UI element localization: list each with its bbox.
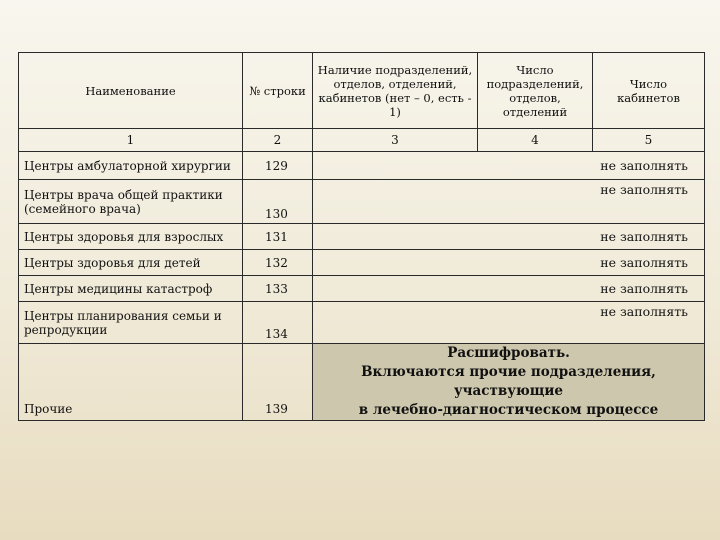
- row-name: Центры медицины катастроф: [19, 276, 243, 302]
- table-row: [19, 276, 705, 302]
- header-row-no: № строки: [243, 53, 313, 129]
- row-name: Центры амбулаторной хирургии: [19, 152, 243, 180]
- table-row: [19, 302, 705, 344]
- column-number-3: 3: [313, 129, 478, 152]
- row-code: 134: [243, 302, 313, 344]
- table-row: [19, 152, 705, 180]
- header-units-count: Число подразделений, отделов, отделений: [478, 53, 593, 129]
- table-row: [19, 224, 705, 250]
- other-note-line-3: в лечебно-диагностическом процессе: [358, 402, 659, 418]
- row-code: 129: [243, 152, 313, 180]
- table-row: [19, 180, 705, 224]
- row-name: Центры здоровья для детей: [19, 250, 243, 276]
- header-presence: Наличие подразделений, отделов, отделений, кабинетов (нет – 0, есть - 1): [313, 53, 478, 129]
- other-units-note: [313, 344, 705, 421]
- row-name: Центры врача общей практики (семейного врача): [19, 180, 243, 224]
- header-row: [19, 53, 705, 129]
- not-fill-note: не заполнять: [313, 180, 705, 224]
- not-fill-note: не заполнять: [313, 152, 705, 180]
- column-number-1: 1: [19, 129, 243, 152]
- other-note-line-1: Расшифровать.: [447, 345, 570, 361]
- not-fill-note: не заполнять: [313, 302, 705, 344]
- row-code: 130: [243, 180, 313, 224]
- header-name: Наименование: [19, 53, 243, 129]
- report-table: [18, 52, 705, 421]
- row-name: Центры здоровья для взрослых: [19, 224, 243, 250]
- row-code: 133: [243, 276, 313, 302]
- row-code: 131: [243, 224, 313, 250]
- report-table-container: [18, 52, 704, 421]
- not-fill-note: не заполнять: [313, 224, 705, 250]
- row-code: 132: [243, 250, 313, 276]
- other-note-line-2: Включаются прочие подразделения, участвующие: [361, 364, 656, 399]
- row-name: Центры планирования семьи и репродукции: [19, 302, 243, 344]
- column-number-5: 5: [593, 129, 705, 152]
- column-numbers-row: [19, 129, 705, 152]
- table-row: [19, 344, 705, 421]
- column-number-4: 4: [478, 129, 593, 152]
- column-number-2: 2: [243, 129, 313, 152]
- table-row: [19, 250, 705, 276]
- row-code: 139: [243, 344, 313, 421]
- not-fill-note: не заполнять: [313, 276, 705, 302]
- not-fill-note: не заполнять: [313, 250, 705, 276]
- header-cabinets-count: Число кабинетов: [593, 53, 705, 129]
- row-name: Прочие: [19, 344, 243, 421]
